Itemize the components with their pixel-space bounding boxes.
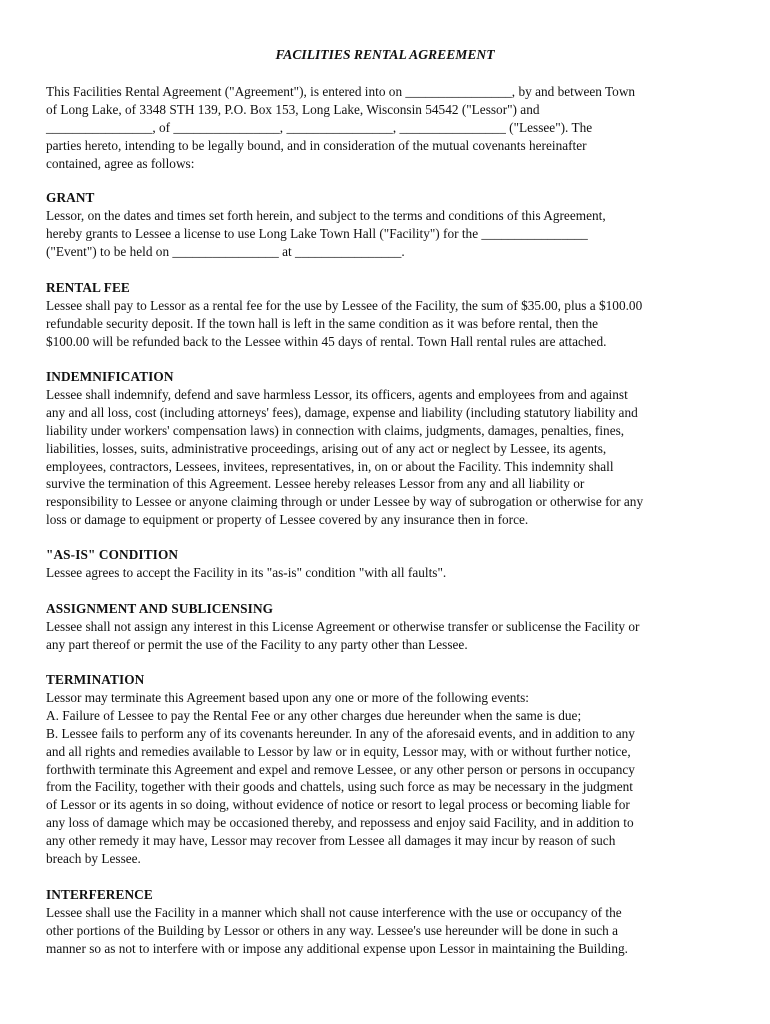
section-termination — [46, 671, 732, 868]
section-line: forthwith terminate this Agreement and expel and remove Lessee, or any other person or persons in occupancy — [46, 761, 635, 777]
intro-line: This Facilities Rental Agreement ("Agreement"), is entered into on ________________, by and between Town — [46, 84, 636, 99]
section-line: other portions of the Building by Lessor or others in any way. Lessee's use hereunder will be done in such a — [46, 922, 619, 938]
section-line: Lessor may terminate this Agreement based upon any one or more of the following events: — [46, 689, 529, 705]
section-line: manner so as not to interfere with or impose any additional expense upon Lessor in maintaining the Building. — [46, 940, 628, 956]
section-assignment — [46, 600, 732, 654]
section-line: A. Failure of Lessee to pay the Rental Fee or any other charges due hereunder when the same is due; — [46, 707, 582, 723]
section-heading: ASSIGNMENT AND SUBLICENSING — [46, 601, 274, 616]
section-as-is-condition — [46, 546, 732, 582]
section-line: ("Event") to be held on ________________ at ________________. — [46, 243, 405, 259]
section-indemnification — [46, 368, 732, 529]
section-interference — [46, 886, 732, 958]
section-heading: INDEMNIFICATION — [46, 369, 174, 384]
section-line: from the Facility, together with their goods and chattels, using such force as may be necessary in the judgment — [46, 779, 633, 795]
section-line: Lessee shall indemnify, defend and save harmless Lessor, its officers, agents and employees from and against — [46, 386, 628, 402]
intro-paragraph — [46, 83, 732, 173]
section-line: B. Lessee fails to perform any of its covenants hereunder. In any of the aforesaid events, and in addition to any — [46, 725, 635, 741]
section-line: refundable security deposit. If the town hall is left in the same condition as it was before rental, then the — [46, 315, 599, 331]
section-line: liability under workers' compensation laws) in connection with claims, judgments, damages, penalties, fines, — [46, 422, 625, 438]
section-line: breach by Lessee. — [46, 851, 141, 867]
section-line: any other remedy it may have, Lessor may recover from Lessee all damages it may incur by reason of such — [46, 833, 616, 849]
section-heading: "AS-IS" CONDITION — [46, 547, 179, 562]
section-line: Lessee shall pay to Lessor as a rental fee for the use by Lessee of the Facility, the sum of $35.00, plus a $100.00 — [46, 297, 643, 313]
section-heading: GRANT — [46, 190, 95, 205]
section-line: hereby grants to Lessee a license to use Long Lake Town Hall ("Facility") for the ________________ — [46, 225, 588, 241]
section-grant — [46, 189, 732, 261]
section-line: any and all loss, cost (including attorneys' fees), damage, expense and liability (including statutory liability and — [46, 404, 638, 420]
section-heading: RENTAL FEE — [46, 280, 130, 295]
section-line: and all rights and remedies available to Lessor by law or in equity, Lessor may, with or without further notice, — [46, 743, 631, 759]
section-line: employees, contractors, Lessees, invitees, representatives, in, on or about the Facility. This indemnity shall — [46, 458, 614, 474]
intro-line: of Long Lake, of 3348 STH 139, P.O. Box 153, Long Lake, Wisconsin 54542 ("Lessor") and — [46, 101, 540, 117]
section-line: Lessee agrees to accept the Facility in its "as-is" condition "with all faults". — [46, 564, 447, 580]
intro-line: parties hereto, intending to be legally bound, and in consideration of the mutual covenants hereinafter — [46, 137, 587, 153]
section-line: any part thereof or permit the use of the Facility to any party other than Lessee. — [46, 636, 468, 652]
section-line: Lessee shall not assign any interest in this License Agreement or otherwise transfer or sublicense the Facility or — [46, 618, 640, 634]
section-heading: INTERFERENCE — [46, 887, 153, 902]
intro-line: contained, agree as follows: — [46, 155, 195, 171]
section-line: of Lessor or its agents in so doing, without evidence of notice or resort to legal process or becoming liable for — [46, 797, 630, 813]
section-line: Lessee shall use the Facility in a manner which shall not cause interference with the use or occupancy of the — [46, 904, 622, 920]
section-rental-fee — [46, 279, 732, 351]
section-line: $100.00 will be refunded back to the Lessee within 45 days of rental. Town Hall rental rules are attached. — [46, 333, 607, 349]
intro-line: ________________, of ________________, ________________, ________________ ("Lessee"). The — [46, 119, 593, 135]
section-line: any loss of damage which may be occasioned thereby, and repossess and enjoy said Facility, and in addition to — [46, 815, 634, 831]
section-line: liabilities, losses, suits, administrative proceedings, arising out of any act or neglect by Lessee, its agents, — [46, 440, 607, 456]
section-line: loss or damage to equipment or property of Lessee covered by any insurance then in force. — [46, 512, 529, 528]
section-line: Lessor, on the dates and times set forth herein, and subject to the terms and conditions of this Agreement, — [46, 207, 606, 223]
section-line: survive the termination of this Agreement. Lessee hereby releases Lessor from any and all liability or — [46, 476, 585, 492]
section-line: responsibility to Lessee or anyone claiming through or under Lessee by way of subrogation or otherwise for any — [46, 494, 644, 510]
document-title: FACILITIES RENTAL AGREEMENT — [275, 47, 495, 62]
section-heading: TERMINATION — [46, 672, 145, 687]
